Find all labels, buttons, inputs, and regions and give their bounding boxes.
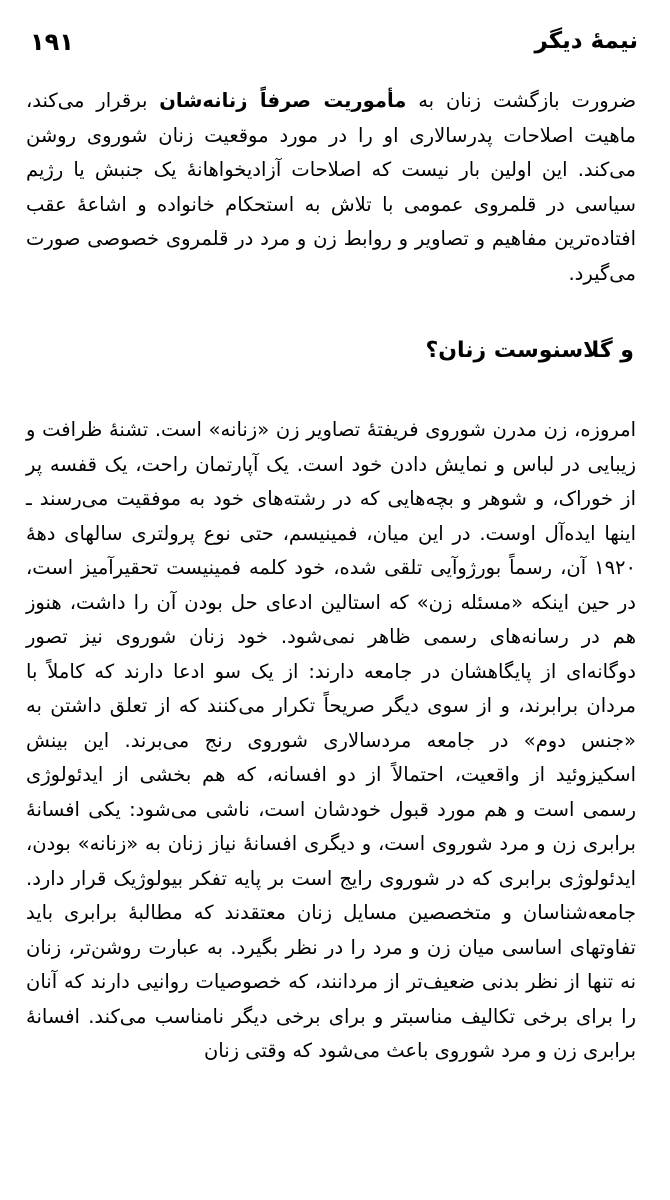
paragraph-2: امروزه، زن مدرن شوروی فریفتهٔ تصاویر زن «زنانه» است. تشنهٔ ظرافت و زیبایی در لباس و نمایش دادن خود است. یک آپارتمان راحت، یک قفسه پر از خوراک، و شوهر و بچه‌هایی که در رشته‌های خود به موفقیت می‌رسند ـ اینها ایده‌آل اوست. در این میان، فمینیسم، حتی نوع پرولتری سالهای دههٔ ۱۹۲۰ آن، رسماً بورژوآیی تلقی شده، خود کلمه فمینیست تحقیرآمیز است، در حین اینکه «مسئله زن» که استالین ادعای حل بودن آن را داشت، هنوز هم در رسانه‌های رسمی ظاهر نمی‌شود. خود زنان شوروی نیز تصور دوگانه‌ای از پایگاهشان در جامعه دارند: از یک سو ادعا دارند که کاملاً با مردان برابرند، و از سوی دیگر صریحاً تکرار می‌کنند که از تعلق داشتن به «جنس دوم» در جامعه مردسالاری شوروی رنج می‌برند. این بینش اسکیزوئید از واقعیت، احتمالاً از دو افسانه، که هم بخشی از ایدئولوژی رسمی است و هم مورد قبول خودشان است، ناشی می‌شود: یکی افسانهٔ برابری زن و مرد شوروی است، و دیگری افسانهٔ نیاز زنان به «زنانه» بودن، ایدئولوژی برابری که در شوروی رایج است بر پایه تفکر بیولوژیک قرار دارد. جامعه‌شناسان و متخصصین مسایل زنان معتقدند که مطالبهٔ برابری باید تفاوتهای اساسی میان زن و مرد را در نظر بگیرد. به عبارت روشن‌تر، زنان نه تنها از نظر بدنی ضعیف‌تر از مردانند، که خصوصیات روانیی دارند که آنان را برای برخی تکالیف مناسبتر و برای برخی دیگر نامناسب می‌کند. افسانهٔ برابری زن و مرد شوروی باعث می‌شود که وقتی زنان [26,418,636,1062]
running-title: نیمهٔ دیگر [534,28,638,54]
section-heading: و گلاسنوست زنان؟ [425,338,634,363]
page-number: ۱۹۱ [30,28,74,56]
paragraph-1-text-a: ضرورت بازگشت زنان به [406,89,636,112]
paragraph-1-bold-phrase: مأموریت صرفاً زنانه‌شان [159,89,407,112]
paragraph-1-text-b: برقرار می‌کند، ماهیت اصلاحات پدرسالاری او را در مورد موقعیت زنان شوروی روشن می‌کند. این اولین بار نیست که اصلاحات آزادیخواهانهٔ یک جنبش یا رژیم سیاسی در قلمروی عمومی با تلاش به استحکام خانواده و اشاعهٔ عقب افتاده‌ترین مفاهیم و تصاویر و روابط زن و مرد در قلمروی خصوصی صورت می‌گیرد. [26,89,636,285]
paragraph-1 [26,84,636,291]
